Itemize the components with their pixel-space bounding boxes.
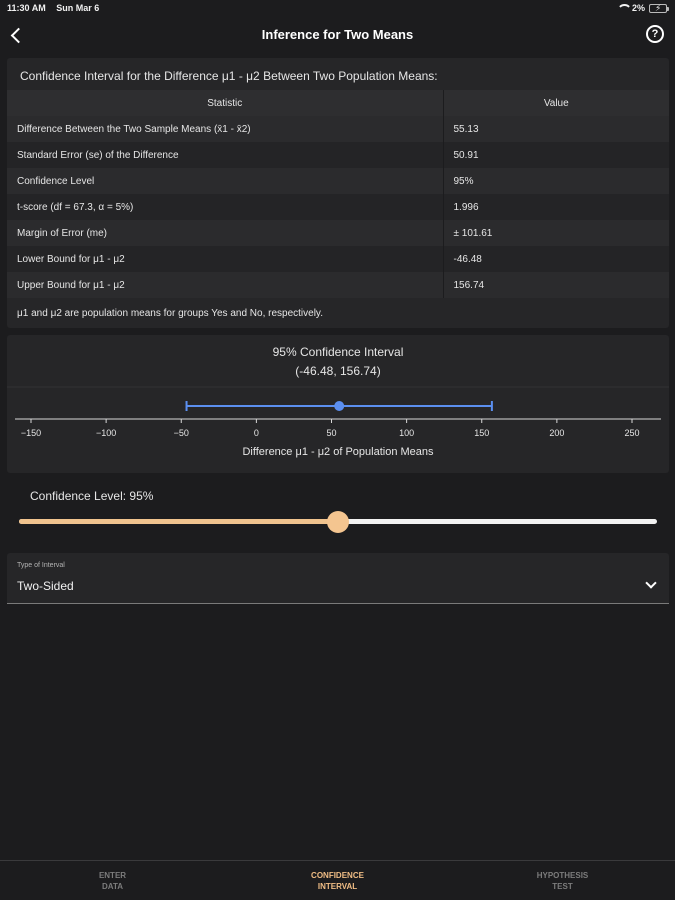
tab-hypothesis-test[interactable]: HYPOTHESIS TEST xyxy=(536,871,589,891)
column-header-value: Value xyxy=(443,90,669,116)
tab-bar xyxy=(0,860,675,900)
table-row xyxy=(7,142,669,168)
confidence-slider-fill xyxy=(19,519,338,524)
x-axis-label: Difference μ1 - μ2 of Population Means xyxy=(242,446,434,458)
row-statistic: Lower Bound for μ1 - μ2 xyxy=(7,246,443,272)
row-statistic: Difference Between the Two Sample Means (x̄1 - x̄2) xyxy=(7,116,443,142)
table-row xyxy=(7,246,669,272)
nav-bar xyxy=(0,18,675,52)
table-row xyxy=(7,272,669,298)
row-value: 1.996 xyxy=(443,194,669,220)
ci-results-card xyxy=(7,58,669,328)
x-tick-label: 250 xyxy=(624,428,640,438)
confidence-slider-thumb[interactable] xyxy=(327,511,349,533)
x-tick-label: 0 xyxy=(253,428,259,438)
ci-chart xyxy=(7,335,669,473)
x-tick-label: 150 xyxy=(474,428,490,438)
tab-confidence-interval[interactable]: CONFIDENCE INTERVAL xyxy=(311,871,364,891)
interval-type-caption: Type of Interval xyxy=(17,562,65,569)
interval-type-select[interactable] xyxy=(7,553,669,604)
row-value: 55.13 xyxy=(443,116,669,142)
x-tick-label: −100 xyxy=(95,428,117,438)
table-row xyxy=(7,116,669,142)
row-statistic: t-score (df = 67.3, α = 5%) xyxy=(7,194,443,220)
x-tick-label: 200 xyxy=(549,428,565,438)
table-row xyxy=(7,194,669,220)
wifi-icon xyxy=(617,4,628,12)
table-row xyxy=(7,168,669,194)
column-header-statistic: Statistic xyxy=(7,90,443,116)
row-statistic: Margin of Error (me) xyxy=(7,220,443,246)
ci-note: μ1 and μ2 are population means for groups Yes and No, respectively. xyxy=(17,308,323,319)
row-statistic: Confidence Level xyxy=(7,168,443,194)
row-value: -46.48 xyxy=(443,246,669,272)
ci-heading: Confidence Interval for the Difference μ1 - μ2 Between Two Population Means: xyxy=(20,69,438,83)
help-icon[interactable]: ? xyxy=(646,25,664,43)
status-time: 11:30 AM xyxy=(7,3,46,13)
chart-subtitle: (-46.48, 156.74) xyxy=(295,364,381,378)
page-title: Inference for Two Means xyxy=(261,27,414,42)
x-axis-ticks xyxy=(21,419,640,438)
status-date: Sun Mar 6 xyxy=(56,3,100,13)
stat-table xyxy=(7,90,669,298)
status-bar xyxy=(0,0,675,18)
row-statistic: Upper Bound for μ1 - μ2 xyxy=(7,272,443,298)
ci-point-estimate xyxy=(334,401,344,411)
table-row xyxy=(7,220,669,246)
row-statistic: Standard Error (se) of the Difference xyxy=(7,142,443,168)
chevron-down-icon xyxy=(645,577,656,588)
interval-type-value: Two-Sided xyxy=(17,579,74,593)
tab-enter-data[interactable]: ENTER DATA xyxy=(98,871,127,891)
row-value: 50.91 xyxy=(443,142,669,168)
confidence-level-label: Confidence Level: 95% xyxy=(30,489,154,503)
battery-percent: 2% xyxy=(631,3,645,13)
x-tick-label: 100 xyxy=(399,428,415,438)
chart-title: 95% Confidence Interval xyxy=(272,345,404,359)
battery-icon: ⚡ xyxy=(649,4,667,13)
x-tick-label: −50 xyxy=(173,428,189,438)
row-value: 156.74 xyxy=(443,272,669,298)
ci-chart-card xyxy=(7,335,669,473)
row-value: 95% xyxy=(443,168,669,194)
row-value: ± 101.61 xyxy=(443,220,669,246)
x-tick-label: 50 xyxy=(326,428,337,438)
x-tick-label: −150 xyxy=(20,428,42,438)
